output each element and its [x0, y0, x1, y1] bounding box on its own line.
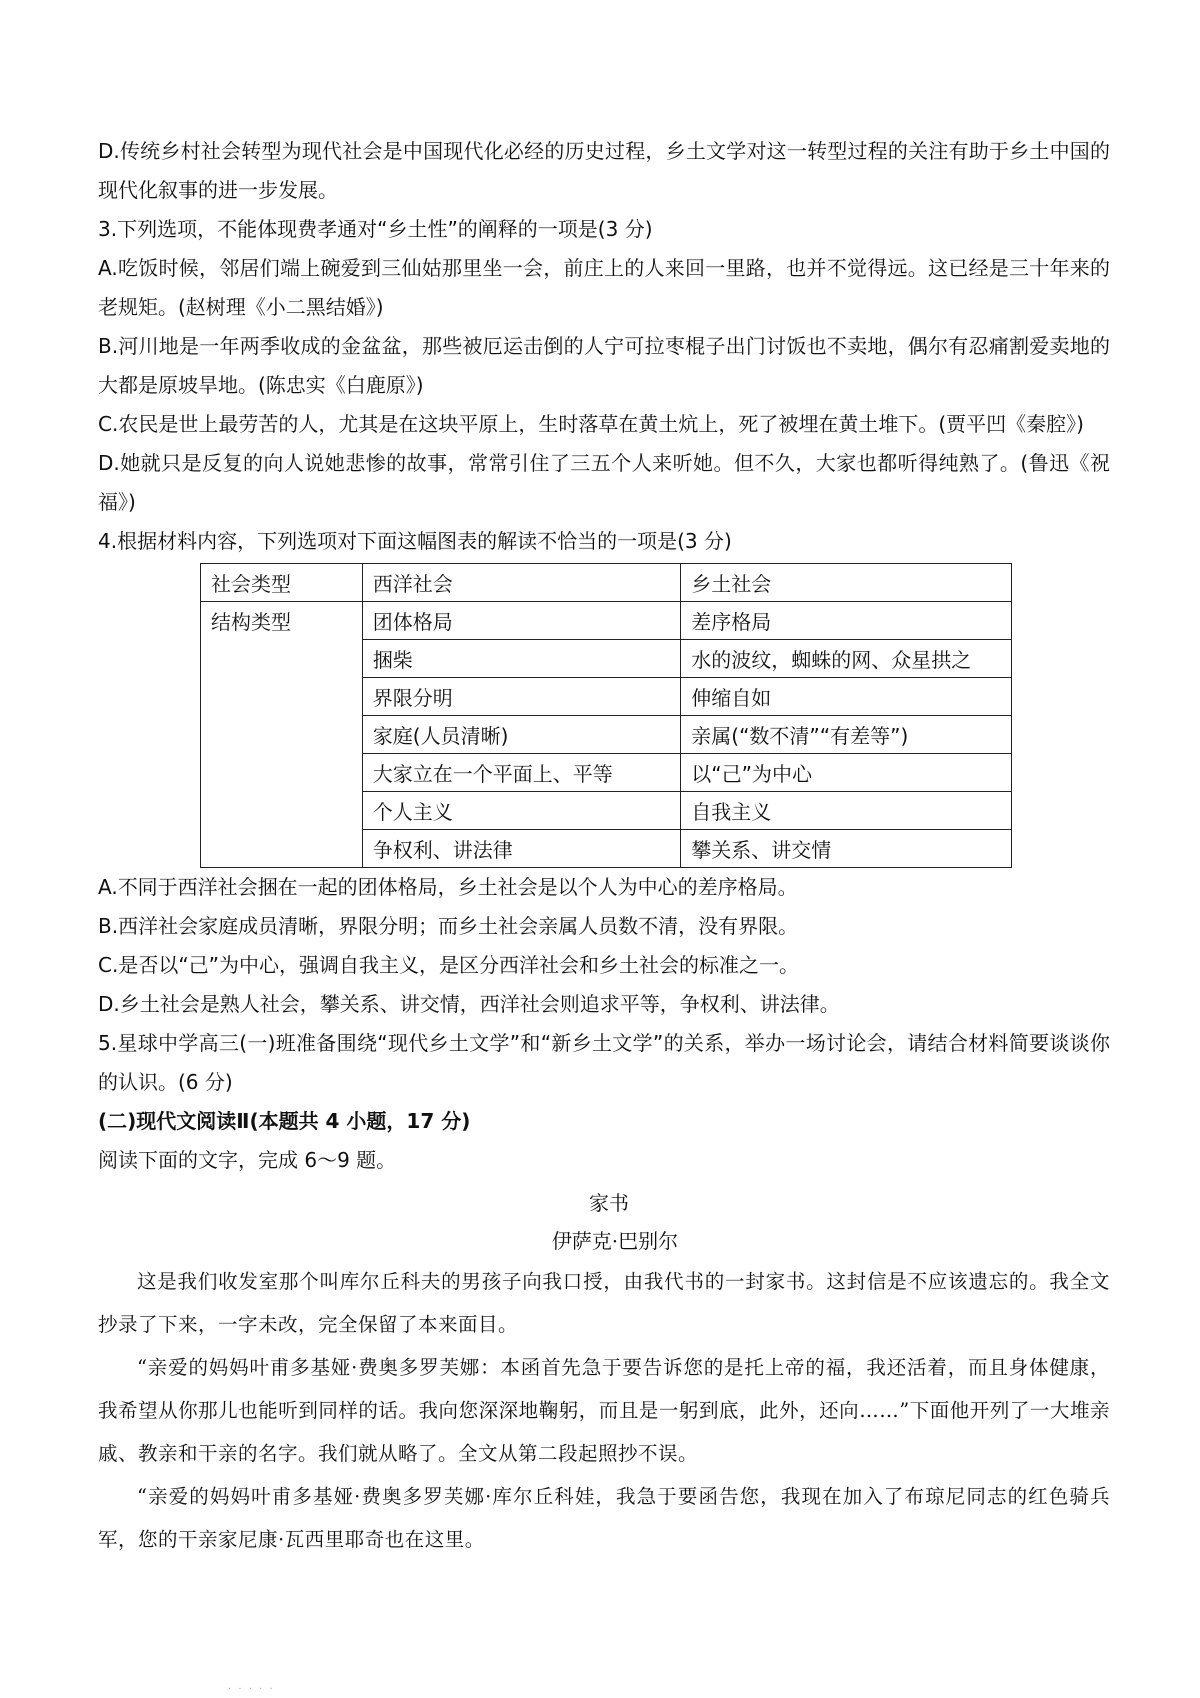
table-header-row [201, 564, 1012, 602]
row-label-cell: 结构类型 [201, 602, 363, 868]
page-content [98, 132, 1110, 1561]
q4-option-c: C.是否以“己”为中心，强调自我主义，是区分西洋社会和乡土社会的标准之一。 [98, 953, 800, 977]
table-cell: 争权利、讲法律 [362, 830, 680, 868]
q4-option-d: D.乡土社会是熟人社会，攀关系、讲交情，西洋社会则追求平等，争权利、讲法律。 [98, 992, 840, 1016]
q2-option-d: D.传统乡村社会转型为现代社会是中国现代化必经的历史过程，乡土文学对这一转型过程的关注有助于乡土中国的现代化叙事的进一步发展。 [98, 139, 1110, 202]
table-cell: 团体格局 [362, 602, 680, 640]
table-header-cell: 西洋社会 [362, 564, 680, 602]
story-author: 伊萨克·巴别尔 [551, 1229, 679, 1253]
table-cell: 攀关系、讲交情 [681, 830, 1012, 868]
table-header-cell: 社会类型 [201, 564, 363, 602]
table-cell: 捆柴 [362, 640, 680, 678]
section-heading: (二)现代文阅读Ⅱ(本题共 4 小题，17 分) [98, 1109, 471, 1133]
q3-stem: 3.下列选项，不能体现费孝通对“乡土性”的阐释的一项是(3 分) [98, 217, 653, 241]
story-paragraph: “亲爱的妈妈叶甫多基娅·费奥多罗芙娜：本函首先急于要告诉您的是托上帝的福，我还活着，而且身体健康，我希望从你那儿也能听到同样的话。我向您深深地鞠躬，而且是一躬到底，此外，还向……”下面他开列了一大堆亲戚、教亲和干亲的名字。我们就从略了。全文从第二段起照抄不误。 [98, 1356, 1110, 1465]
q5-text: 5.星球中学高三(一)班准备围绕“现代乡土文学”和“新乡土文学”的关系，举办一场讨论会，请结合材料简要谈谈你的认识。(6 分) [98, 1031, 1110, 1094]
footer-marker: · · · · · [228, 1684, 275, 1695]
table-cell: 界限分明 [362, 678, 680, 716]
table-cell: 伸缩自如 [681, 678, 1012, 716]
story-paragraph: “亲爱的妈妈叶甫多基娅·费奥多罗芙娜·库尔丘科娃，我急于要函告您，我现在加入了布琼尼同志的红色骑兵军，您的干亲家尼康·瓦西里耶奇也在这里。 [98, 1485, 1110, 1551]
q4-stem: 4.根据材料内容，下列选项对下面这幅图表的解读不恰当的一项是(3 分) [98, 529, 732, 553]
q3-option-b: B.河川地是一年两季收成的金盆盆，那些被厄运击倒的人宁可拉枣棍子出门讨饭也不卖地，偶尔有忍痛割爱卖地的大都是原坡旱地。(陈忠实《白鹿原》) [98, 334, 1110, 397]
q3-option-c: C.农民是世上最劳苦的人，尤其是在这块平原上，生时落草在黄土炕上，死了被埋在黄土堆下。(贾平凹《秦腔》) [98, 412, 1084, 436]
table-cell: 家庭(人员清晰) [362, 716, 680, 754]
table-cell: 差序格局 [681, 602, 1012, 640]
section-instruction: 阅读下面的文字，完成 6～9 题。 [98, 1148, 397, 1172]
q4-option-b: B.西洋社会家庭成员清晰，界限分明；而乡土社会亲属人员数不清，没有界限。 [98, 914, 799, 938]
table-cell: 大家立在一个平面上、平等 [362, 754, 680, 792]
story-title: 家书 [589, 1191, 629, 1215]
table-cell: 亲属(“数不清”“有差等”) [681, 716, 1012, 754]
society-structure-table [200, 563, 1012, 868]
table-row [201, 602, 1012, 640]
story [98, 1184, 1110, 1561]
table-cell: 个人主义 [362, 792, 680, 830]
table-cell: 水的波纹，蜘蛛的网、众星拱之 [681, 640, 1012, 678]
table-header-cell: 乡土社会 [681, 564, 1012, 602]
table-cell: 自我主义 [681, 792, 1012, 830]
q4-option-a: A.不同于西洋社会捆在一起的团体格局，乡土社会是以个人为中心的差序格局。 [98, 875, 798, 899]
q3-option-d: D.她就只是反复的向人说她悲惨的故事，常常引住了三五个人来听她。但不久，大家也都听得纯熟了。(鲁迅《祝福》) [98, 451, 1110, 514]
story-paragraph: 这是我们收发室那个叫库尔丘科夫的男孩子向我口授，由我代书的一封家书。这封信是不应该遗忘的。我全文抄录了下来，一字未改，完全保留了本来面目。 [98, 1270, 1110, 1336]
table-cell: 以“己”为中心 [681, 754, 1012, 792]
q3-option-a: A.吃饭时候，邻居们端上碗爱到三仙姑那里坐一会，前庄上的人来回一里路，也并不觉得远。这已经是三十年来的老规矩。(赵树理《小二黑结婚》) [98, 256, 1110, 319]
table-body [201, 564, 1012, 868]
